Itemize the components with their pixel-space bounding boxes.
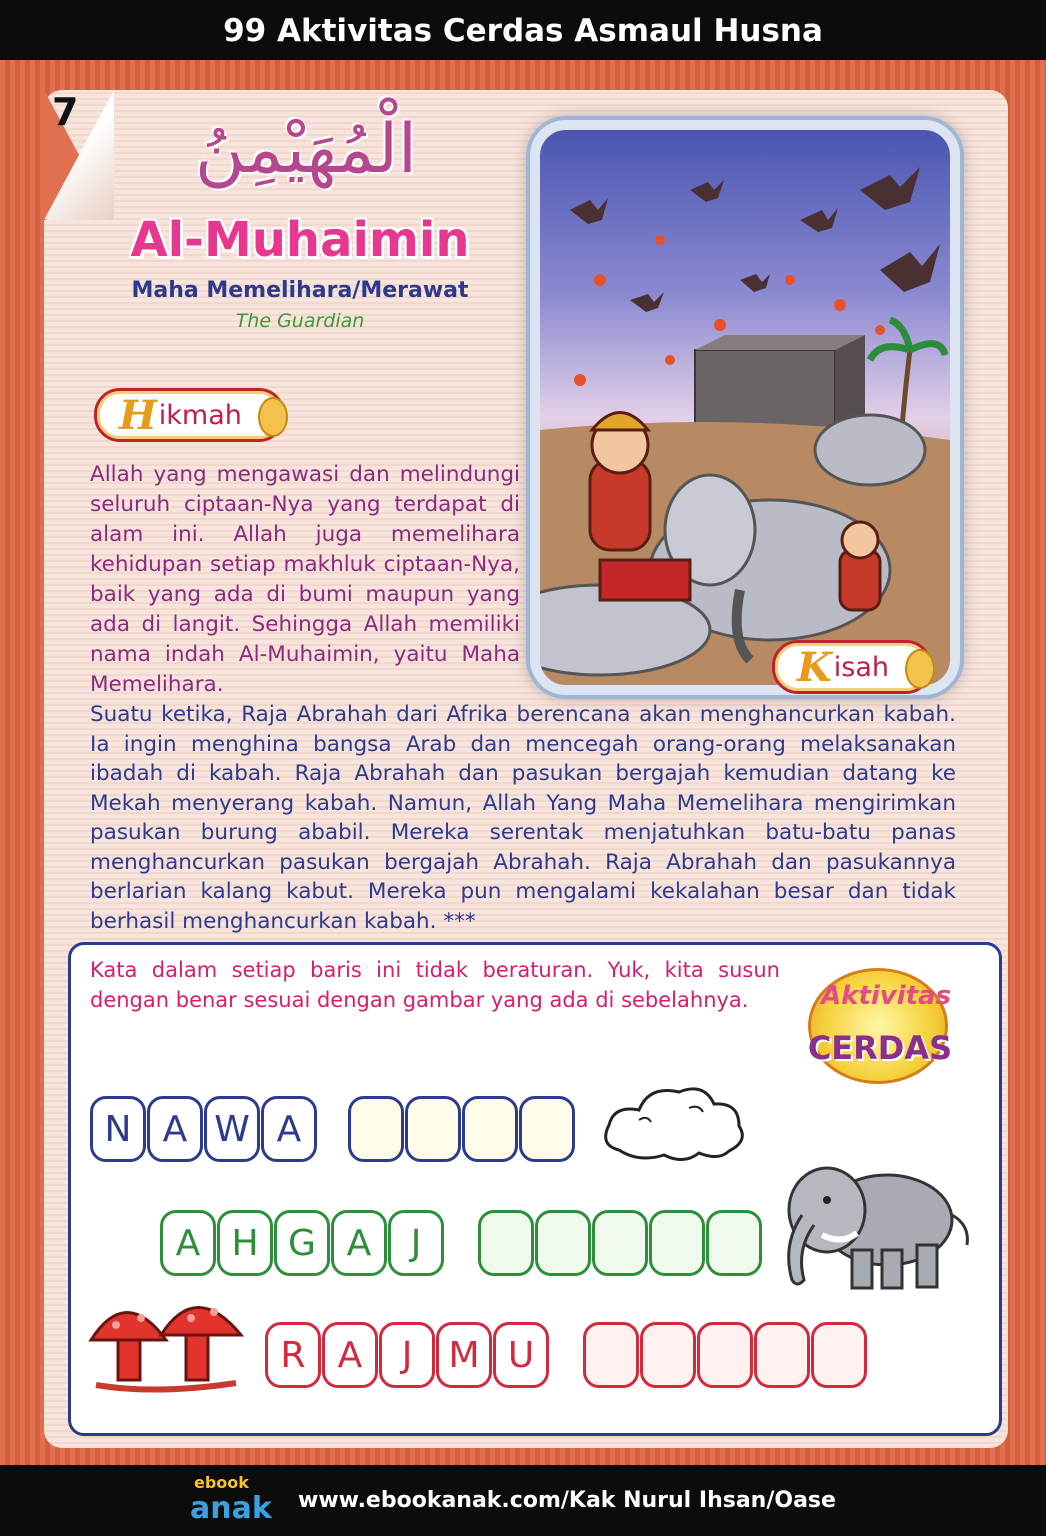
answer-box[interactable] [478,1210,534,1276]
letter-tile: N [90,1096,146,1162]
letter-tile: M [436,1322,492,1388]
kisah-badge [772,640,932,694]
kisah-badge-initial: K [797,643,832,691]
story-illustration [530,120,960,695]
page-number: 7 [52,90,79,134]
answer-box[interactable] [649,1210,705,1276]
mushroom-icon [86,1290,246,1395]
answer-box[interactable] [348,1096,404,1162]
answer-box[interactable] [583,1322,639,1388]
letter-tile: R [265,1322,321,1388]
answer-box[interactable] [754,1322,810,1388]
kisah-text: Suatu ketika, Raja Abrahah dari Afrika berencana akan menghancurkan kabah. Ia ingin menghina bangsa Arab dan mencegah orang-orang melaksanakan ibadah di kabah. Raja Abrahah dan pasukan bergajah kemudian datang ke Mekah menyerang kabah. Namun, Allah Yang Maha Memelihara mengirimkan pasukan burung ababil. Mereka serentak menjatuhkan batu-batu panas menghancurkan pasukan bergajah Abrahah. Raja Abrahah dan pasukannya berlarian kalang kabut. Mereka pun mengalami kekalahan besar dan tidak berhasil menghancurkan kabah. *** [90,702,956,934]
logo-text-bottom: anak [190,1491,272,1526]
asma-meaning: Maha Memelihara/Merawat [131,278,469,303]
activity-instruction: Kata dalam setiap baris ini tidak beraturan. Yuk, kita susun dengan benar sesuai dengan gambar yang ada di sebelahnya. [90,958,780,1012]
badge-top-text: Aktivitas [821,981,952,1011]
hikmah-badge-label: ikmah [158,399,242,431]
letter-tile: U [493,1322,549,1388]
answer-box[interactable] [706,1210,762,1276]
hikmah-badge [94,388,285,442]
ebookanak-logo [190,1475,290,1529]
hikmah-badge-initial: H [119,391,157,439]
letter-tile: A [322,1322,378,1388]
answer-box[interactable] [535,1210,591,1276]
logo-text-top: ebook [194,1473,249,1492]
kisah-badge-label: isah [833,651,889,683]
answer-box[interactable] [592,1210,648,1276]
letter-tile: A [331,1210,387,1276]
scroll-knob-icon [905,649,935,689]
answer-box[interactable] [697,1322,753,1388]
badge-bottom-text: CERDAS [807,1029,953,1067]
scroll-knob-icon [258,397,288,437]
answer-box[interactable] [462,1096,518,1162]
letter-tile: W [204,1096,260,1162]
asma-arabic: الْمُهَيْمِنُ [195,110,417,189]
letter-tile: A [261,1096,317,1162]
aktivitas-cerdas-badge [807,968,953,1084]
letter-tile: A [160,1210,216,1276]
cloud-icon [594,1080,754,1170]
footer-url[interactable]: www.ebookanak.com/Kak Nurul Ihsan/Oase [298,1488,836,1513]
army-elephant-illustration [540,130,950,685]
hikmah-text: Allah yang mengawasi dan melindungi seluruh ciptaan-Nya yang terdapat di alam ini. Allah juga memelihara kehidupan setiap makhluk ciptaan-Nya, baik yang ada di bumi maupun yang ada di langit. Sehingga Allah memiliki nama indah Al-Muhaimin, yaitu Maha Memelihara. [90,462,520,697]
letter-tile: J [379,1322,435,1388]
elephant-icon [772,1155,972,1295]
letter-tile: A [147,1096,203,1162]
answer-box[interactable] [640,1322,696,1388]
letter-tile: H [217,1210,273,1276]
answer-box[interactable] [405,1096,461,1162]
answer-box[interactable] [519,1096,575,1162]
asma-name: Al-Muhaimin [130,212,470,268]
asma-english: The Guardian [235,310,365,332]
header-title: 99 Aktivitas Cerdas Asmaul Husna [0,0,1046,60]
answer-box[interactable] [811,1322,867,1388]
letter-tile: J [388,1210,444,1276]
letter-tile: G [274,1210,330,1276]
